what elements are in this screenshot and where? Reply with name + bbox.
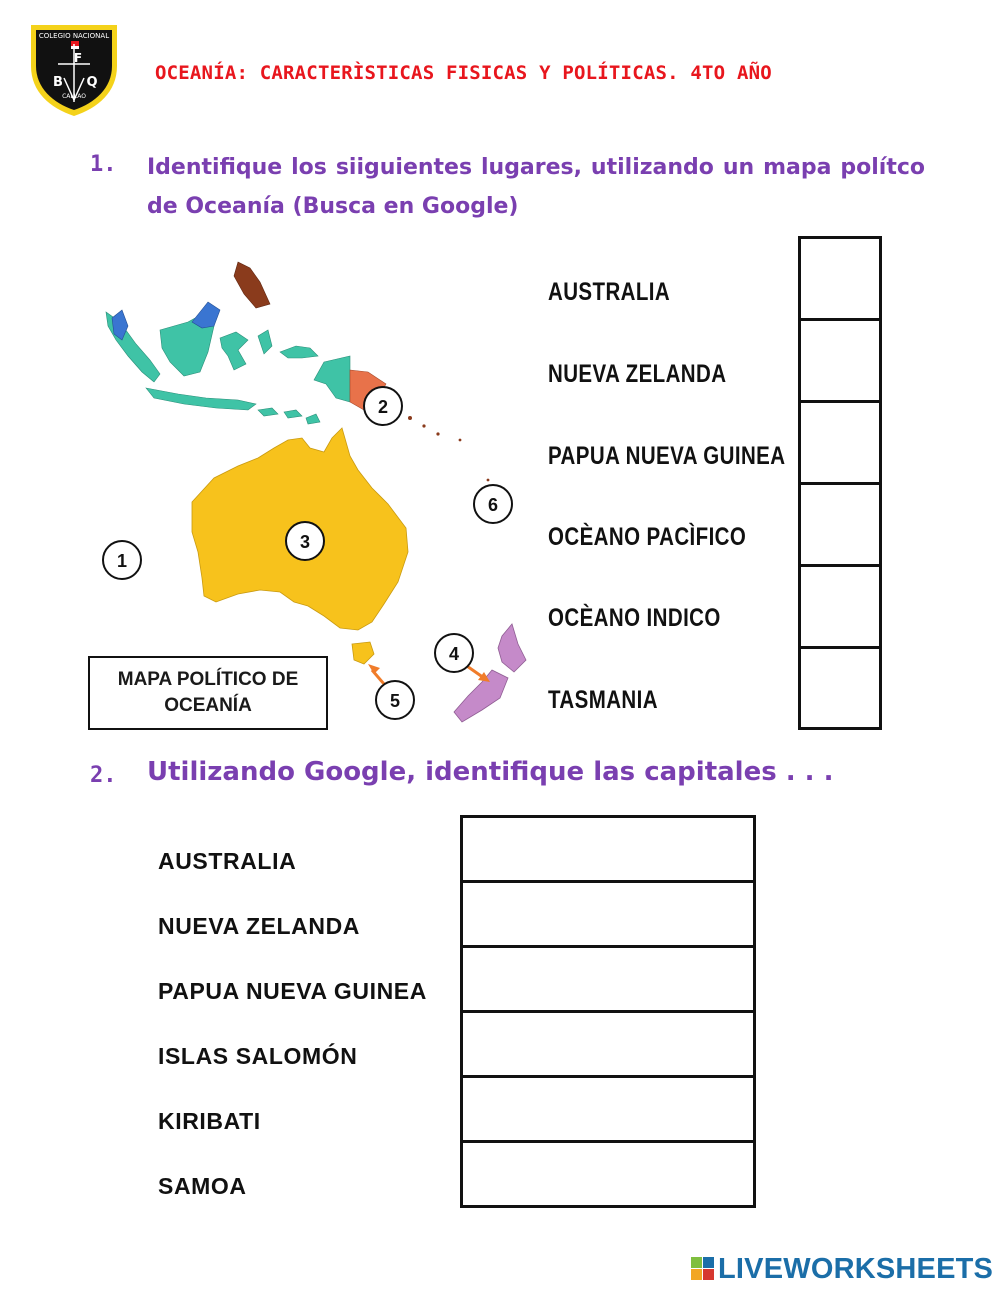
capital-label-papua-nueva-guinea: PAPUA NUEVA GUINEA xyxy=(158,978,427,1004)
tasmania-region xyxy=(352,642,374,664)
philippines-region xyxy=(234,262,270,308)
place-answer-box[interactable] xyxy=(798,482,882,567)
logo-letter-b: B xyxy=(53,75,63,90)
worksheet-title: OCEANÍA: CARACTERÌSTICAS FISICAS Y POLÍTICAS. 4TO AÑO xyxy=(155,62,772,84)
capital-label-australia: AUSTRALIA xyxy=(158,848,297,874)
capital-label-nueva-zelanda: NUEVA ZELANDA xyxy=(158,913,361,939)
place-answer-box[interactable] xyxy=(798,564,882,649)
question-1-text: Identifique los siiguientes lugares, utilizando un mapa polítco de Oceanía (Busca en Google) xyxy=(147,155,925,219)
question-2-number: 2. xyxy=(90,763,117,788)
liveworksheets-brand-text: LIVEWORKSHEETS xyxy=(718,1252,994,1285)
place-label-tasmania: TASMANIA xyxy=(548,686,658,714)
school-crest-logo xyxy=(28,22,120,118)
map-marker-5 xyxy=(376,681,414,719)
capital-label-kiribati: KIRIBATI xyxy=(158,1108,261,1134)
place-answer-box[interactable] xyxy=(798,236,882,321)
place-label-oceano-indico: OCÈANO INDICO xyxy=(548,604,721,632)
place-label-oceano-pacifico: OCÈANO PACÌFICO xyxy=(548,523,747,551)
logo-text-top: COLEGIO NACIONAL xyxy=(38,32,110,40)
capital-answer-box[interactable] xyxy=(460,1140,756,1208)
capital-label-samoa: SAMOA xyxy=(158,1173,247,1199)
map-marker-4-label: 4 xyxy=(448,644,460,664)
map-marker-1 xyxy=(103,541,141,579)
question-1-number: 1. xyxy=(90,152,117,177)
map-marker-1-label: 1 xyxy=(116,551,128,571)
map-marker-3-label: 3 xyxy=(299,532,311,552)
indonesia-islands xyxy=(106,312,350,424)
capital-label-islas-salomon: ISLAS SALOMÓN xyxy=(158,1043,358,1069)
place-label-nueva-zelanda: NUEVA ZELANDA xyxy=(548,360,727,388)
place-answer-box[interactable] xyxy=(798,318,882,403)
map-marker-4 xyxy=(435,634,473,672)
capital-answer-box[interactable] xyxy=(460,815,756,884)
map-marker-2 xyxy=(364,387,402,425)
logo-text-bottom: CALLAO xyxy=(62,93,86,100)
capital-answer-box[interactable] xyxy=(460,880,756,949)
logo-letter-f: F xyxy=(73,51,83,65)
map-marker-3 xyxy=(286,522,324,560)
place-answer-box[interactable] xyxy=(798,400,882,485)
liveworksheets-brand xyxy=(690,1252,993,1286)
capital-answer-box[interactable] xyxy=(460,1010,756,1079)
place-answer-box[interactable] xyxy=(798,646,882,730)
map-caption: MAPA POLÍTICO DE OCEANÍA xyxy=(88,656,328,730)
question-2-text: Utilizando Google, identifique las capitales . . . xyxy=(147,757,834,787)
place-label-papua-nueva-guinea: PAPUA NUEVA GUINEA xyxy=(548,442,786,470)
liveworksheets-logo-icon xyxy=(690,1256,716,1282)
map-marker-6-label: 6 xyxy=(487,495,499,515)
place-label-australia: AUSTRALIA xyxy=(548,278,671,306)
pacific-small-islands xyxy=(396,408,489,481)
logo-letter-q: Q xyxy=(86,75,98,90)
capital-answer-box[interactable] xyxy=(460,945,756,1014)
map-marker-2-label: 2 xyxy=(377,397,389,417)
map-marker-6 xyxy=(474,485,512,523)
capital-answer-box[interactable] xyxy=(460,1075,756,1144)
map-marker-5-label: 5 xyxy=(389,691,401,711)
